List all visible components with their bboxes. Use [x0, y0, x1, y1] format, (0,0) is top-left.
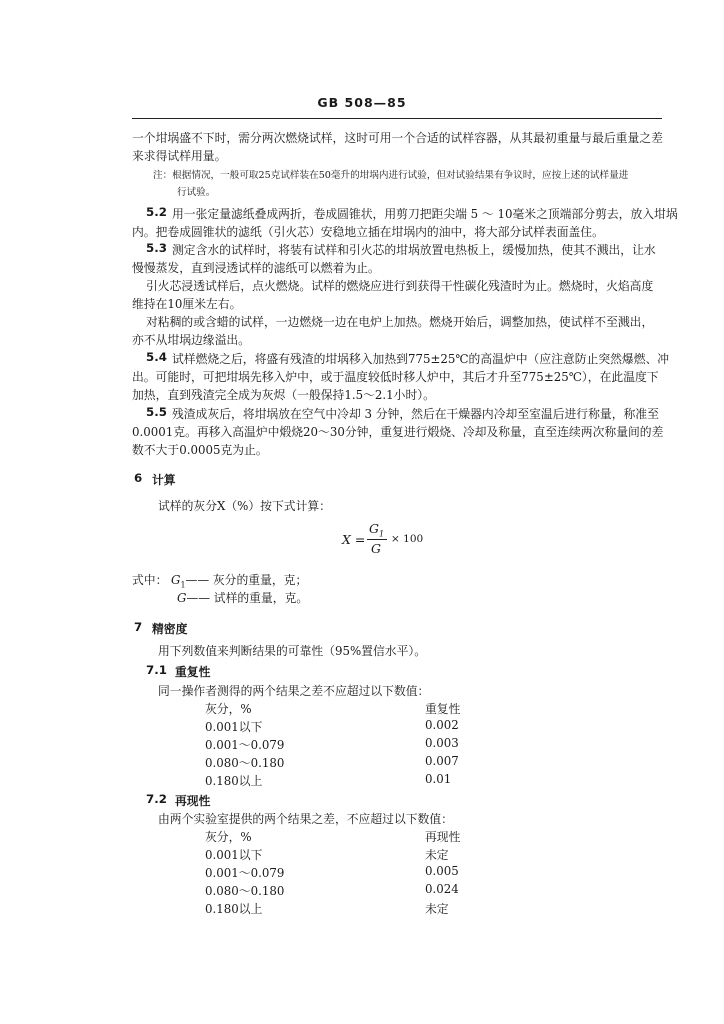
note-line: 注：根据情况，一般可取25克试样装在50毫升的坩埚内进行试验，但对试验结果有争议时，应按上述的试样量进	[153, 170, 629, 181]
clause-5-5-number: 5.5	[146, 405, 167, 419]
section-6-number: 6	[134, 471, 143, 485]
where-g: G—— 试样的重量，克。	[177, 591, 309, 605]
section-7-2-number: 7.2	[146, 792, 167, 806]
repeatability-row-value: 0.01	[425, 772, 452, 786]
para-line: 用一张定量滤纸叠成两折，卷成圆锥状，用剪刀把距尖端 5 ～ 10毫米之顶端部分剪去，放入坩埚	[172, 207, 678, 221]
para-line: 试样燃烧之后，将盛有残渣的坩埚移入加热到775±25℃的高温炉中（应注意防止突然爆燃、冲	[172, 352, 670, 366]
repeatability-row-range: 0.001～0.079	[205, 738, 285, 752]
reproducibility-row-value: 0.024	[425, 882, 459, 896]
note-line: 行试验。	[177, 187, 216, 198]
para-line: 出。可能时，可把坩埚先移入炉中，或于温度较低时移人炉中，其后才升至775±25℃），在此温度下	[132, 370, 659, 384]
standard-code: GB 508—85	[317, 95, 407, 110]
repeatability-header-value: 重复性	[425, 702, 461, 716]
repeatability-header-ash: 灰分，%	[205, 702, 252, 716]
repeatability-row-value: 0.002	[425, 718, 459, 732]
ash-formula	[342, 521, 422, 561]
where-g1: $G_1——$ 灰分的重量，克；	[171, 573, 308, 590]
section-7-2-title: 再现性	[175, 794, 211, 808]
section-6-title: 计算	[152, 473, 176, 487]
clause-5-4-number: 5.4	[146, 350, 167, 364]
section-7-intro: 用下列数值来判断结果的可靠性（95%置信水平）。	[158, 644, 427, 658]
section-7-number: 7	[134, 620, 143, 634]
para-line: 0.0001克。再移入高温炉中煅烧20～30分钟，重复进行煅烧、冷却及称量，直至连续两次称量间的差	[132, 425, 664, 439]
clause-5-2-number: 5.2	[146, 205, 167, 219]
reproducibility-row-range: 0.001以下	[205, 848, 263, 862]
where-prefix: 式中：	[132, 573, 168, 587]
section-7-1-intro: 同一操作者测得的两个结果之差不应超过以下数值：	[158, 684, 430, 698]
para-line: 测定含水的试样时，将装有试样和引火芯的坩埚放置电热板上，缓慢加热，使其不溅出，让水	[172, 243, 656, 257]
reproducibility-row-value: 未定	[425, 848, 449, 862]
fraction-bar	[367, 539, 387, 540]
reproducibility-header-value: 再现性	[425, 830, 461, 844]
para-line: 残渣成灰后，将坩埚放在空气中冷却 3 分钟，然后在干燥器内冷却至室温后进行称量，称准至	[172, 407, 659, 421]
repeatability-row-range: 0.001以下	[205, 720, 263, 734]
repeatability-row-range: 0.080～0.180	[205, 756, 285, 770]
reproducibility-row-range: 0.180以上	[205, 902, 263, 916]
para-line: 内。把卷成圆锥状的滤纸（引火芯）安稳地立插在坩埚内的油中，将大部分试样表面盖住。	[132, 225, 604, 239]
para-line: 加热，直到残渣完全成为灰烬（一般保持1.5～2.1小时）。	[132, 388, 435, 402]
para-line: 对粘稠的或含蜡的试样，一边燃烧一边在电炉上加热。燃烧开始后，调整加热，使试样不至溅出，	[146, 315, 654, 329]
section-7-2-intro: 由两个实验室提供的两个结果之差，不应超过以下数值：	[158, 812, 453, 826]
formula-numerator: $G_1$	[369, 521, 385, 539]
para-line: 亦不从坩埚边缘溢出。	[132, 333, 250, 347]
repeatability-row-range: 0.180以上	[205, 774, 263, 788]
section-7-title: 精密度	[152, 622, 188, 636]
section-6-intro: 试样的灰分X（%）按下式计算：	[158, 499, 331, 513]
clause-5-3-number: 5.3	[146, 241, 167, 255]
reproducibility-row-range: 0.080～0.180	[205, 884, 285, 898]
para-line: 维持在10厘米左右。	[132, 297, 242, 311]
header-rule	[132, 118, 662, 119]
reproducibility-header-ash: 灰分，%	[205, 830, 252, 844]
reproducibility-row-value: 0.005	[425, 864, 459, 878]
repeatability-row-value: 0.007	[425, 754, 459, 768]
formula-multiplier: × 100	[391, 533, 424, 545]
para-line: 引火芯浸透试样后，点火燃烧。试样的燃烧应进行到获得干性碳化残渣时为止。燃烧时，火焰高度	[146, 279, 654, 293]
para-line: 一个坩埚盛不下时，需分两次燃烧试样，这时可用一个合适的试样容器，从其最初重量与最后重量之差	[132, 131, 663, 145]
para-line: 数不大于0.0005克为止。	[132, 443, 268, 457]
section-7-1-number: 7.1	[146, 663, 167, 677]
reproducibility-row-value: 未定	[425, 902, 449, 916]
formula-lhs: X =	[342, 532, 366, 547]
reproducibility-row-range: 0.001～0.079	[205, 866, 285, 880]
formula-denominator: G	[371, 541, 381, 556]
para-line: 慢慢蒸发，直到浸透试样的滤纸可以燃着为止。	[132, 261, 380, 275]
section-7-1-title: 重复性	[175, 665, 211, 679]
repeatability-row-value: 0.003	[425, 736, 459, 750]
para-line: 来求得试样用量。	[132, 149, 227, 163]
